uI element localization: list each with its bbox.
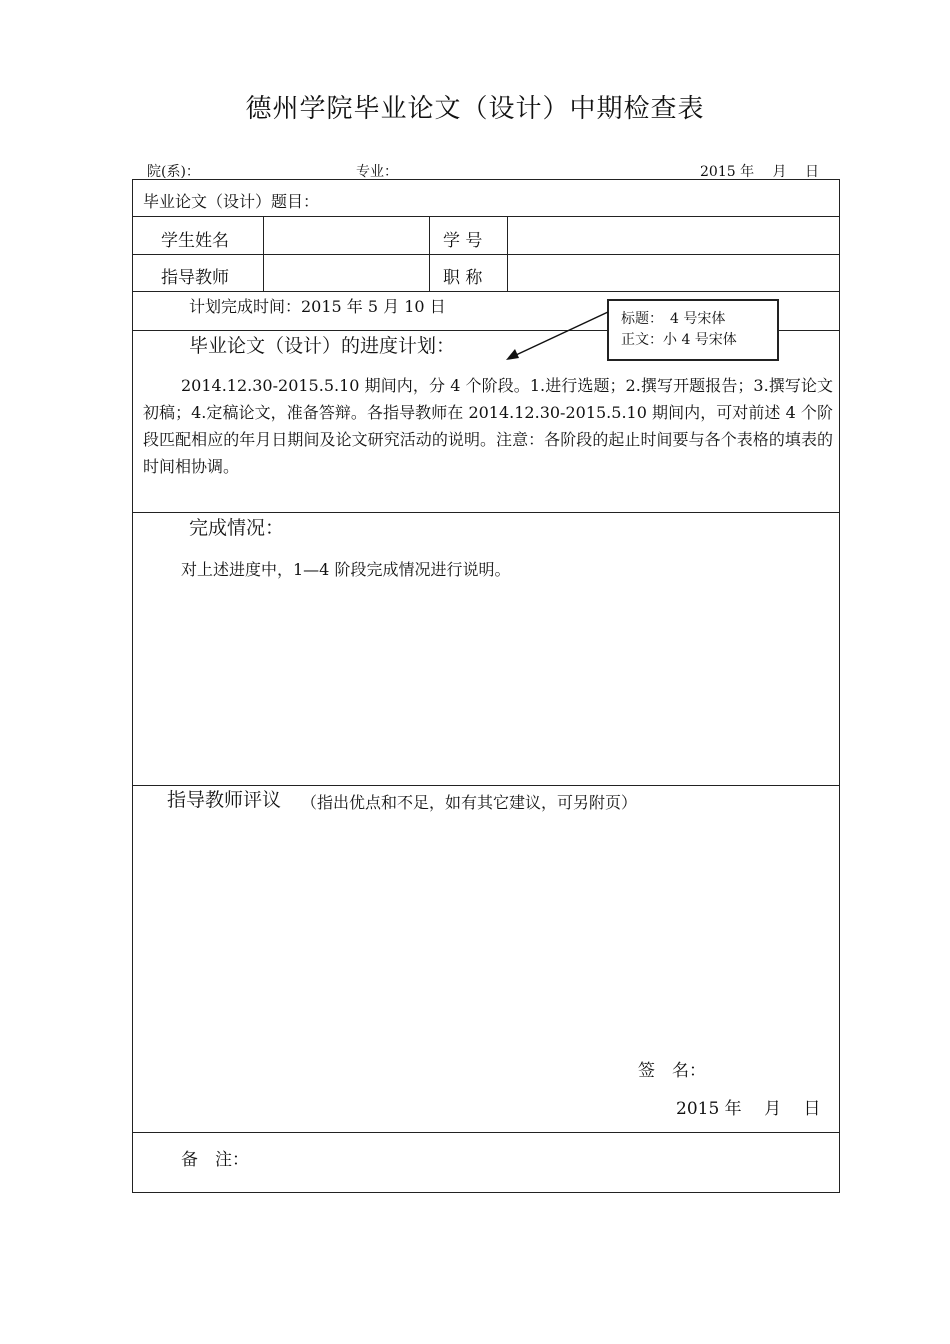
progress-plan-text: 2014.12.30-2015.5.10 期间内，分 4 个阶段。1.进行选题；2.撰写开题报告；3.撰写论文初稿；4.定稿论文，准备答辩。各指导教师在 2014.12.30-2015.5.10 期间内，可对前述 4 个阶段匹配相应的年月日期间及论文研究活动的说明。注意：各阶段的起止时间要与各个表格的填表的时间相协调。 [143, 376, 833, 476]
comment-hint: （指出优点和不足，如有其它建议，可另附页） [301, 793, 638, 812]
form-rule [133, 216, 839, 217]
annotation-heading-format: 标题： 4 号宋体 [621, 311, 726, 327]
signature-date: 2015 年 月 日 [676, 1099, 821, 1119]
major-label: 专业： [356, 164, 398, 180]
form-rule [263, 216, 264, 291]
annotation-body-format: 正文：小 4 号宋体 [621, 332, 737, 348]
completion-heading: 完成情况： [189, 517, 285, 539]
signature-label: 签 名： [638, 1061, 706, 1081]
format-annotation-box [607, 299, 779, 361]
form-rule [507, 216, 508, 291]
title-rank-label: 职 称 [443, 268, 483, 288]
progress-plan-heading: 毕业论文（设计）的进度计划： [189, 335, 456, 357]
header-date: 2015 年 月 日 [700, 164, 819, 180]
form-rule [133, 254, 839, 255]
department-label: 院(系)： [147, 164, 200, 180]
advisor-label: 指导教师 [161, 268, 229, 288]
student-name-label: 学生姓名 [161, 231, 229, 251]
planned-completion: 计划完成时间：2015 年 5 月 10 日 [189, 297, 446, 316]
page-title: 德州学院毕业论文（设计）中期检查表 [245, 94, 705, 124]
topic-label: 毕业论文（设计）题目： [143, 192, 320, 211]
completion-text: 对上述进度中，1—4 阶段完成情况进行说明。 [181, 560, 511, 579]
comment-heading: 指导教师评议 [167, 789, 282, 811]
remarks-label: 备 注： [181, 1150, 249, 1170]
form-rule [133, 1132, 839, 1133]
student-id-label: 学 号 [443, 231, 483, 251]
form-rule [429, 216, 430, 291]
form-rule [133, 291, 839, 292]
